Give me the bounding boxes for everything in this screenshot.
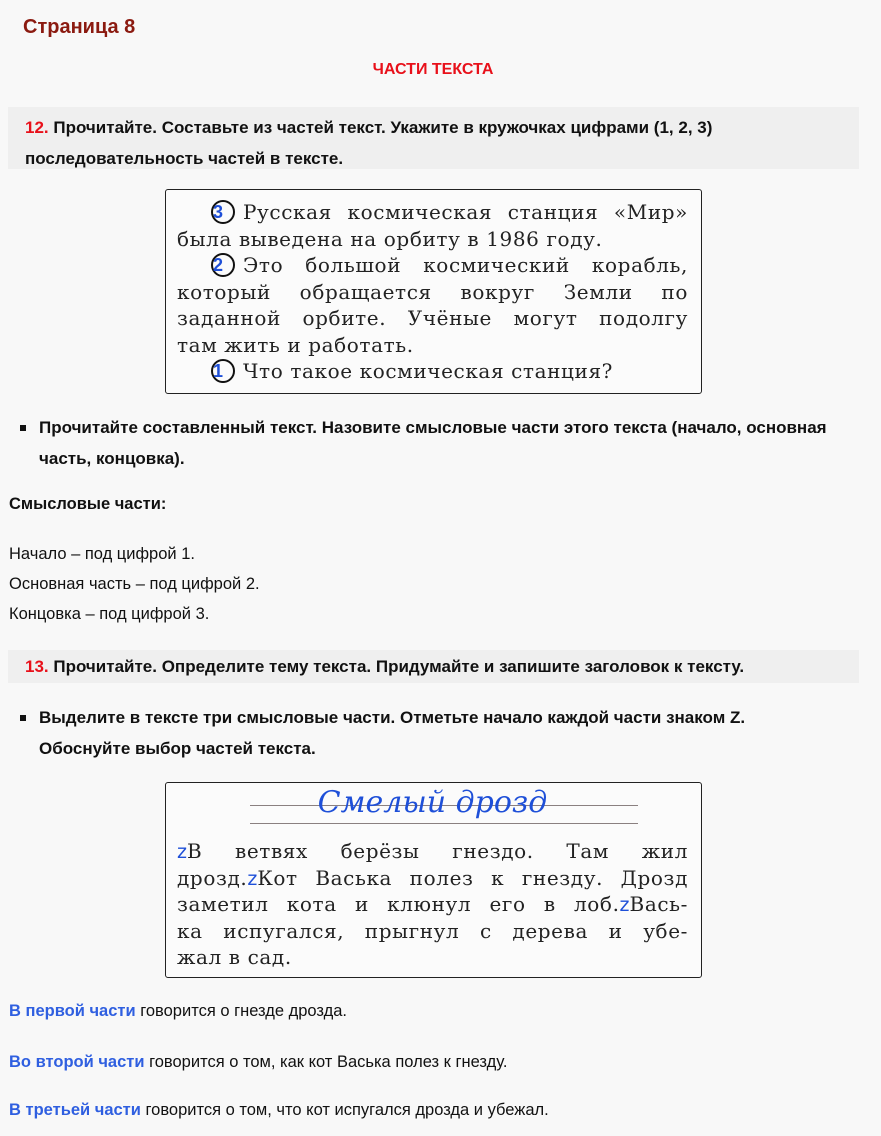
textbook-excerpt-thrush	[165, 782, 702, 978]
answer-part-label: В первой части	[9, 1002, 136, 1020]
book-line: была выведена на орбиту в 1986 году.	[177, 226, 603, 251]
book-line: дрозд.zКот Васька полез к гнезду. Дрозд	[177, 865, 688, 890]
part-marker: z	[177, 841, 187, 863]
answer-part-1: В первой части говорится о гнезде дрозда.	[9, 1002, 348, 1020]
circled-number: 2	[211, 253, 235, 277]
task-number: 13.	[25, 657, 49, 676]
answer-line: Концовка – под цифрой 3.	[9, 605, 210, 623]
section-title: ЧАСТИ ТЕКСТА	[372, 61, 494, 78]
part-marker: z	[247, 867, 258, 890]
book-line: ка испугался, прыгнул с дерева и убе-	[177, 918, 688, 943]
circled-number: 3	[211, 200, 235, 224]
answer-part-label: В третьей части	[9, 1101, 141, 1119]
answer-part-3: В третьей части говорится о том, что кот испугался дрозда и убежал.	[9, 1101, 549, 1119]
book-line: который обращается вокруг Земли по	[177, 279, 688, 304]
part-marker: z	[619, 894, 630, 916]
answer-line: Начало – под цифрой 1.	[9, 545, 195, 563]
task-13-instruction	[8, 650, 859, 683]
task-instruction-text: Прочитайте. Составьте из частей текст. Укажите в кружочках цифрами (1, 2, 3) последовательность частей в тексте.	[25, 118, 713, 168]
answer-label: Смысловые части:	[9, 495, 167, 513]
handwritten-title-area	[177, 783, 688, 838]
task-instruction-text: Прочитайте. Определите тему текста. Придумайте и запишите заголовок к тексту.	[48, 657, 745, 676]
textbook-excerpt-station	[165, 189, 702, 394]
book-line: там жить и работать.	[177, 332, 414, 357]
answer-line: Основная часть – под цифрой 2.	[9, 575, 260, 593]
writing-rule	[250, 823, 638, 824]
answer-part-2: Во второй части говорится о том, как кот Васька полез к гнезду.	[9, 1053, 508, 1071]
book-line: 1 Что такое космическая станция?	[213, 359, 613, 383]
book-line: 2 Это большой космический корабль,	[213, 253, 688, 277]
handwritten-title: Смелый дрозд	[317, 785, 548, 820]
book-line: 3 Русская космическая станция «Мир»	[213, 200, 688, 224]
bullet-instruction: Прочитайте составленный текст. Назовите смысловые части этого текста (начало, основная часть, концовка).	[20, 412, 840, 474]
bullet-instruction: Выделите в тексте три смысловые части. Отметьте начало каждой части знаком Z. Обоснуйте выбор частей текста.	[20, 702, 840, 764]
book-line: жал в сад.	[177, 945, 292, 969]
circled-number: 1	[211, 359, 235, 383]
task-number: 12.	[25, 118, 49, 137]
book-line: zВ ветвях берёзы гнездо. Там жил	[177, 839, 688, 863]
page-heading: Страница 8	[23, 16, 136, 38]
book-line: заметил кота и клюнул его в лоб.zВась-	[177, 892, 688, 916]
answer-part-label: Во второй части	[9, 1053, 145, 1071]
book-line: заданной орбите. Учёные могут подолгу	[177, 306, 688, 330]
task-12-instruction	[8, 107, 859, 169]
